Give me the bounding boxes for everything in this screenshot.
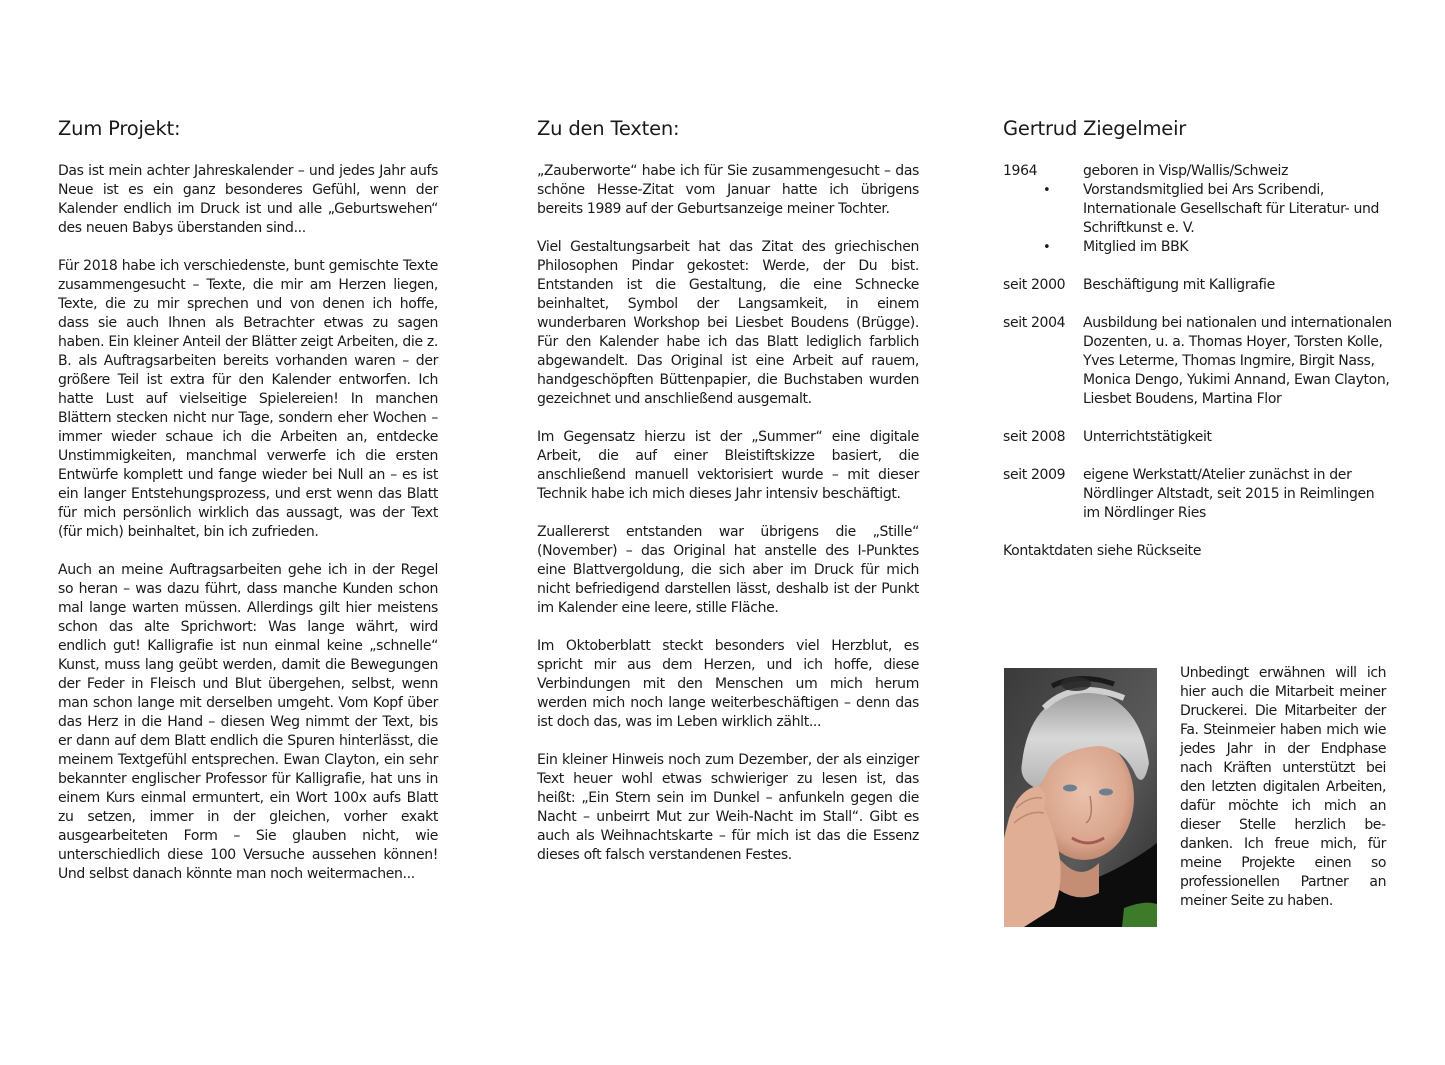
cv-year: seit 2009: [1003, 467, 1066, 483]
cv-entry: [1003, 466, 1393, 523]
project-paragraph: Das ist mein achter Jahreskalender – und jedes Jahr aufs Neue ist es ein ganz besonderes Gefühl, wenn der Kalender endlich im Druck ist und alle „Geburtswehen“ des neuen Babys überstanden sind...: [58, 163, 438, 236]
project-heading: Zum Projekt:: [58, 117, 181, 140]
portrait-illustration: [1004, 668, 1157, 927]
texts-paragraph: „Zauberworte“ habe ich für Sie zusammengesucht – das schöne Hesse-Zitat vom Januar hatte ich übrigens bereits 1989 auf der Geburtsanzeige meiner Tochter.: [537, 163, 919, 217]
bullet-icon: •: [1043, 183, 1051, 198]
membership-list: [1003, 181, 1393, 257]
cv-text: Unterrichtstätigkeit: [1083, 429, 1212, 445]
cv-year: seit 2008: [1003, 429, 1066, 445]
author-portrait-photo: [1004, 668, 1157, 927]
author-name-heading: Gertrud Ziegelmeir: [1003, 117, 1187, 140]
project-column: [58, 116, 438, 903]
biography-column: [1003, 116, 1393, 561]
texts-heading: Zu den Texten:: [537, 117, 680, 140]
texts-column: [537, 116, 919, 884]
texts-paragraph: Viel Gestaltungsarbeit hat das Zitat des griechischen Philosophen Pindar gekostet: Werde, der Du bist. Entstanden ist die Gestaltung, die eine Schnecke beinhaltet, Symbol der Langsamkeit, in einem wunderbaren Workshop bei Liesbet Boudens (Brügge). Für den Kalender habe ich das Blatt lediglich farblich abgewandelt. Das Original ist eine Arbeit auf rauem, handgeschöpften Büttenpapier, die Buchstaben wurden gezeichnet und anschließend ausgemalt.: [537, 239, 919, 407]
bullet-icon: •: [1043, 240, 1051, 255]
cv-year: 1964: [1003, 163, 1038, 179]
cv-text: geboren in Visp/Wallis/Schweiz: [1083, 163, 1289, 179]
membership-item: [1003, 238, 1393, 257]
texts-paragraph: Im Oktoberblatt steckt besonders viel Herzblut, es spricht mir aus dem Herzen, und ich hoffe, diese Verbindungen mit den Menschen um mich herum werden mich noch lange weiterbeschäftigen – denn das ist doch das, was im Leben wirklich zählt...: [537, 638, 919, 730]
project-paragraph: Auch an meine Auftragsarbeiten gehe ich in der Regel so heran – was dazu führt, dass manche Kunden schon mal lange warten müssen. Allerdings gilt hier meistens schon das alte Sprichwort: Was lange währt, wird endlich gut! Kalligrafie ist nun einmal keine „schnelle“ Kunst, muss lang geübt werden, damit die Bewegungen der Feder in Fleisch und Blut übergehen, selbst, wenn man schon lange mit derselben umgeht. Vom Kopf über das Herz in die Hand – diesen Weg nimmt der Text, bis er dann auf dem Blatt endlich die Spuren hinterlässt, die meinem Textgefühl entsprechen. Ewan Clayton, ein sehr bekannter englischer Professor für Kalligrafie, hat uns in einem Kurs einmal ermuntert, ein Wort 100x aufs Blatt zu setzen, immer in der gleichen, vorher exakt ausgearbeiteten Form – Sie glauben nicht, wie unterschiedlich diese 100 Versuche aussehen können! Und selbst danach könnte man noch weitermachen...: [58, 562, 438, 882]
texts-paragraph: Ein kleiner Hinweis noch zum Dezember, der als einziger Text heuer wohl etwas schwieriger zu lesen ist, das heißt: „Ein Stern sein im Dunkel – anfunkeln gegen die Nacht – unbeirrt Mut zur Weih-Nacht im Stall“. Gibt es auch als Weihnachtskarte – für mich ist das die Essenz dieses oft falsch verstandenen Festes.: [537, 752, 919, 863]
cv-text: Ausbildung bei nationalen und internationalen Dozenten, u. a. Thomas Hoyer, Torsten Kolle, Yves Leterme, Thomas Ingmire, Birgit Nass, Monica Dengo, Yukimi Annand, Ewan Clayton, Liesbet Boudens, Martina Flor: [1083, 315, 1392, 407]
cv-entry: [1003, 162, 1393, 181]
cv-entry: [1003, 428, 1393, 447]
contact-note: Kontaktdaten siehe Rückseite: [1003, 543, 1202, 559]
cv-entry: [1003, 276, 1393, 295]
cv-text: Beschäftigung mit Kalligrafie: [1083, 277, 1275, 293]
cv-entry: [1003, 314, 1393, 409]
acknowledgement-paragraph: Unbedingt erwähnen will ich hier auch die Mitarbeit meiner Druckerei. Die Mitarbeiter der Fa. Steinmeier haben mich wie jedes Jahr in der Endphase nach Kräften unterstützt bei den letzten digitalen Arbeiten, dafür möchte ich mich an dieser Stelle herzlich bedanken. Ich freue mich, für meine Projekte einen so professionellen Partner an meiner Seite zu haben.: [1180, 665, 1386, 909]
membership-text: Vorstandsmitglied bei Ars Scribendi, Internationale Gesellschaft für Literatur- und Schriftkunst e. V.: [1083, 182, 1380, 236]
cv-text: eigene Werkstatt/Atelier zunächst in der Nördlinger Altstadt, seit 2015 in Reimlingen im Nördlinger Ries: [1083, 467, 1375, 521]
texts-paragraph: Zuallererst entstanden war übrigens die „Stille“ (November) – das Original hat anstelle des I-Punktes eine Blattvergoldung, die sich aber im Druck für mich nicht befriedigend darstellen lässt, deshalb ist der Punkt im Kalender eine leere, stille Fläche.: [537, 524, 919, 616]
project-paragraph: Für 2018 habe ich verschiedenste, bunt gemischte Texte zusammengesucht – Texte, die mir am Herzen liegen, Texte, die zu mir sprechen und von denen ich hoffe, dass sie auch Ihnen als Betrachter etwas zu sagen haben. Ein kleiner Anteil der Blätter zeigt Arbeiten, die z. B. als Auftragsarbeiten bereits vorhanden waren – der größere Teil ist extra für den Kalender entworfen. Ich hatte Lust auf vielseitige Spielereien! In manchen Blättern stecken nicht nur Tage, sondern eher Wochen – immer wieder schaue ich die Arbeiten an, entdecke Unstimmigkeiten, manchmal verwerfe ich die ersten Entwürfe komplett und fange wieder bei Null an – es ist ein langer Entstehungsprozess, und erst wenn das Blatt für mich persönlich wirklich das aussagt, was der Text (für mich) beinhaltet, bin ich zufrieden.: [58, 258, 438, 540]
cv-year: seit 2004: [1003, 315, 1066, 331]
texts-paragraph: Im Gegensatz hierzu ist der „Summer“ eine digitale Arbeit, die auf einer Bleistiftskizze basiert, die anschließend manuell vektorisiert wurde – mit dieser Technik habe ich mich dieses Jahr intensiv beschäftigt.: [537, 429, 919, 502]
cv-year: seit 2000: [1003, 277, 1066, 293]
membership-item: [1003, 181, 1393, 238]
membership-text: Mitglied im BBK: [1083, 239, 1189, 255]
